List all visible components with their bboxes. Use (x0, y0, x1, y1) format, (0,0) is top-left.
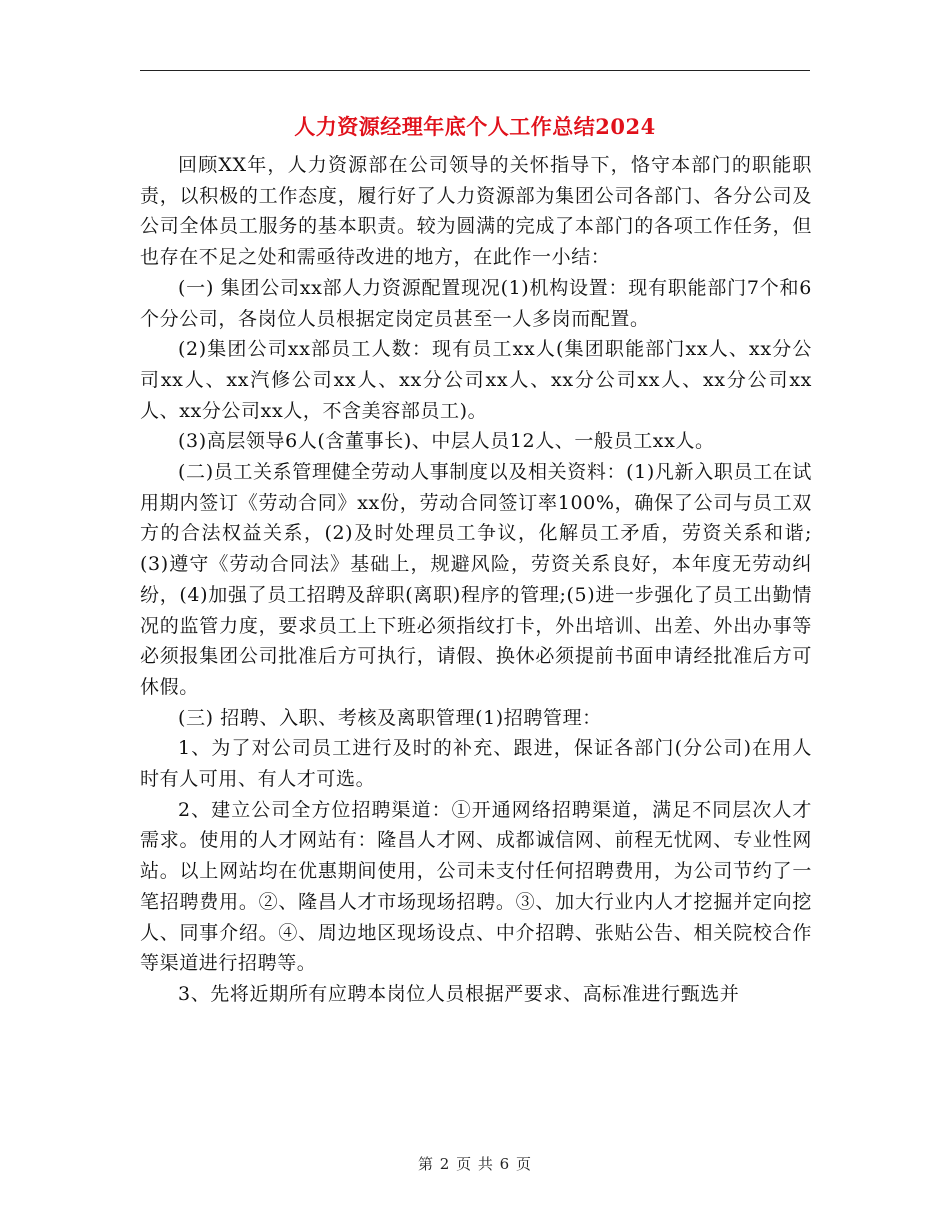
paragraph-staff-levels: (3)高层领导6人(含董事长)、中层人员12人、一般员工xx人。 (178, 430, 715, 453)
footer-prefix: 第 (417, 1155, 434, 1173)
header-rule (140, 70, 810, 71)
footer-suffix: 页 (516, 1155, 533, 1173)
paragraph-intro: 回顾XX年，人力资源部在公司领导的关怀指导下，恪守本部门的职能职责，以积极的工作态度，履行好了人力资源部为集团公司各部门、各分公司及公司全体员工服务的基本职责。较为圆满的完成了本部门的各项工作任务，但也存在不足之处和需亟待改进的地方，在此作一小结： (140, 154, 812, 269)
footer-current-page: 2 (439, 1155, 451, 1173)
document-title: 人力资源经理年底个人工作总结2024 (294, 114, 656, 139)
paragraph-staff-count: (2)集团公司xx部员工人数：现有员工xx人(集团职能部门xx人、xx分公司xx人、xx汽修公司xx人、xx分公司xx人、xx分公司xx人、xx分公司xx人、xx分公司xx人，不含美容部员工)。 (140, 338, 812, 422)
paragraph-section-3: (三) 招聘、入职、考核及离职管理(1)招聘管理： (178, 706, 602, 729)
paragraph-item-3: 3、先将近期所有应聘本岗位人员根据严要求、高标准进行甄选并 (178, 982, 740, 1005)
footer-middle: 页 共 (456, 1155, 494, 1173)
paragraph-section-1: (一) 集团公司xx部人力资源配置现况(1)机构设置：现有职能部门7个和6个分公司，各岗位人员根据定岗定员甚至一人多岗而配置。 (140, 276, 812, 330)
paragraph-item-1: 1、为了对公司员工进行及时的补充、跟进，保证各部门(分公司)在用人时有人可用、有人才可选。 (140, 737, 812, 791)
page-footer (0, 1153, 950, 1174)
document-body (140, 150, 812, 1010)
footer-total-pages: 6 (499, 1155, 511, 1173)
paragraph-item-2: 2、建立公司全方位招聘渠道：①开通网络招聘渠道，满足不同层次人才需求。使用的人才网站有：隆昌人才网、成都诚信网、前程无忧网、专业性网站。以上网站均在优惠期间使用，公司未支付任何招聘费用，为公司节约了一笔招聘费用。②、隆昌人才市场现场招聘。③、加大行业内人才挖掘并定向挖人、同事介绍。④、周边地区现场设点、中介招聘、张贴公告、相关院校合作等渠道进行招聘等。 (140, 798, 812, 975)
paragraph-section-2: (二)员工关系管理健全劳动人事制度以及相关资料：(1)凡新入职员工在试用期内签订《劳动合同》xx份，劳动合同签订率100%，确保了公司与员工双方的合法权益关系，(2)及时处理员工争议，化解员工矛盾，劳资关系和谐;(3)遵守《劳动合同法》基础上，规避风险，劳资关系良好，本年度无劳动纠纷，(4)加强了员工招聘及辞职(离职)程序的管理;(5)进一步强化了员工出勤情况的监管力度，要求员工上下班必须指纹打卡，外出培训、出差、外出办事等必须报集团公司批准后方可执行，请假、换休必须提前书面申请经批准后方可休假。 (140, 461, 812, 698)
